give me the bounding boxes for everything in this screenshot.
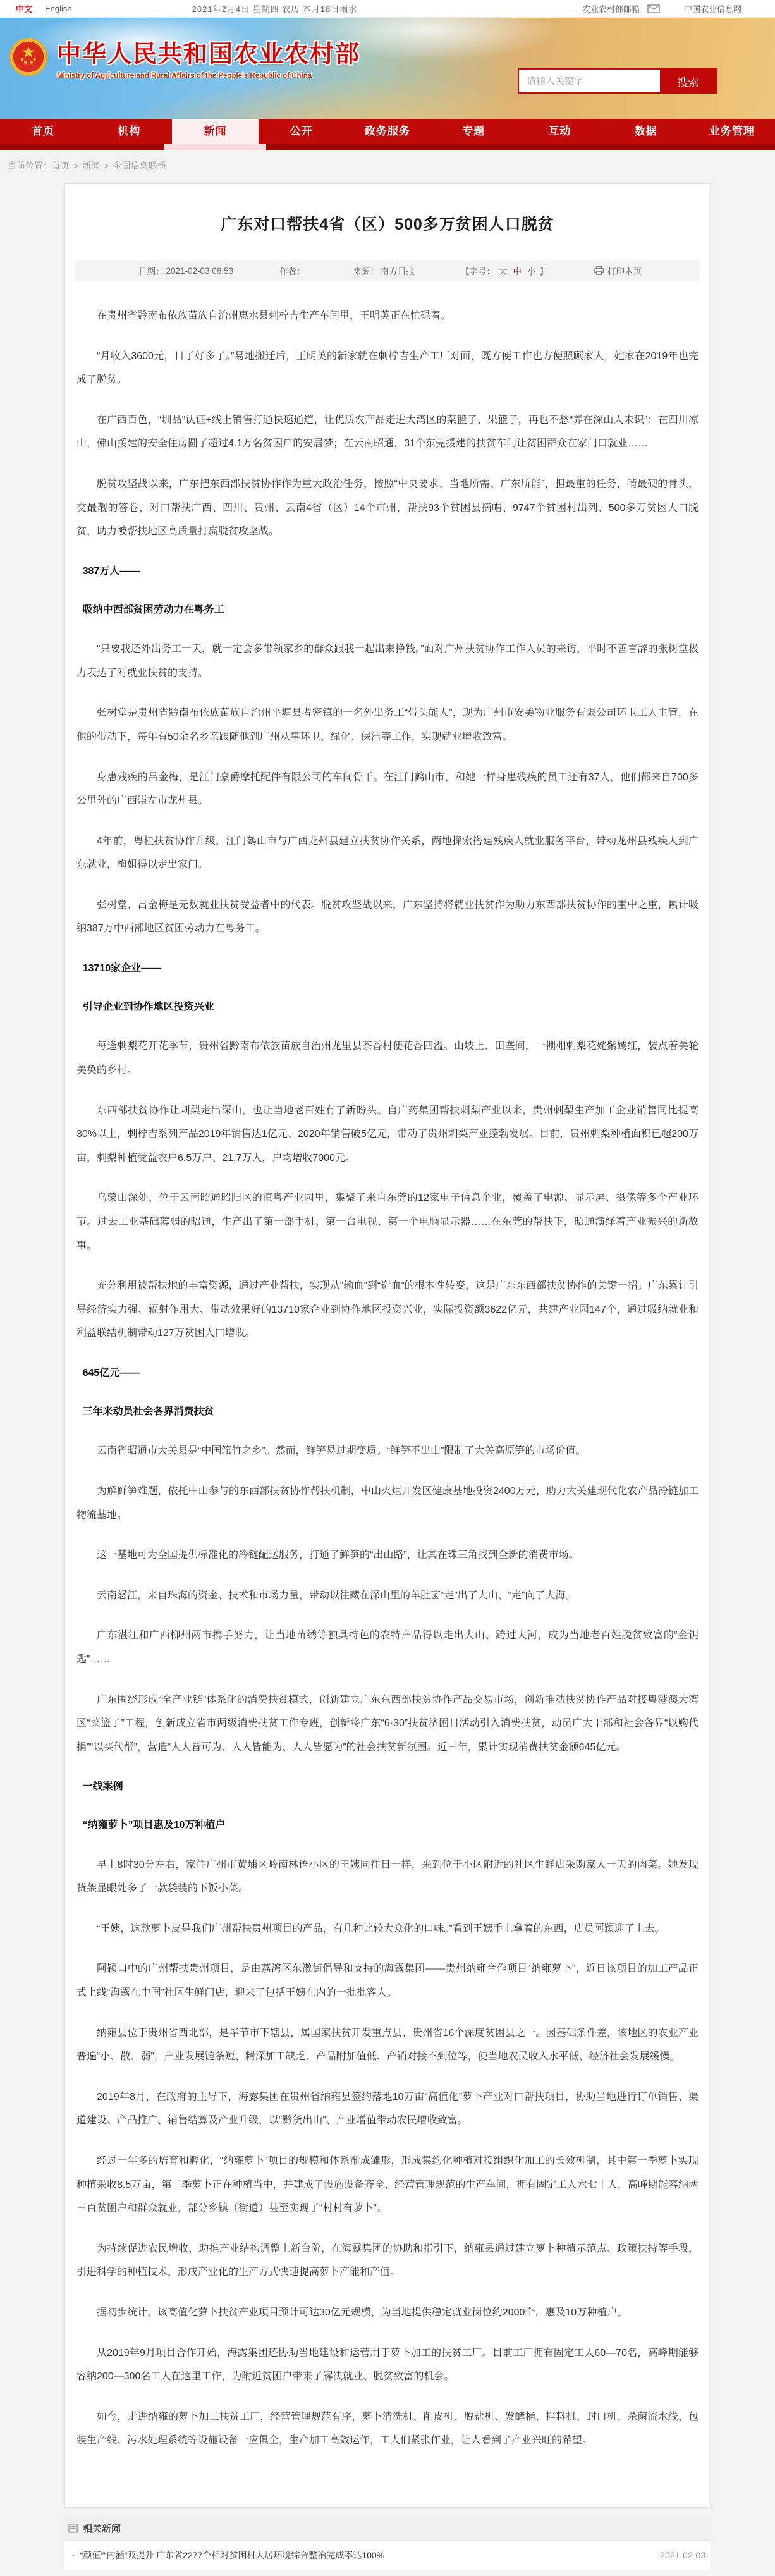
print-page-label: 打印本页 [607, 267, 642, 276]
breadcrumb-home[interactable]: 首页 [52, 161, 70, 171]
article-paragraph: 2019年8月，在政府的主导下，海露集团在贵州省纳雍县签约落地10万亩“高值化”萝卜产业对口帮扶项目，协助当地进行订单销售、渠道建设、产品推广、销售结算及产业升级，以“黔货出山”、产业增值带动农民增收致富。 [76, 2091, 699, 2126]
article-paragraph: 纳雍县位于贵州省西北部，是毕节市下辖县，属国家扶贫开发重点县、贵州省16个深度贫困县之一。因基础条件差，该地区的农业产业普遍“小、散、弱”，产业发展链条短、精深加工缺乏、产品附加值低、产销对接不到位等，使当地农民收入水平低、经济社会发展缓慢。 [76, 2027, 699, 2063]
article-paragraph: 云南怒江，来自珠海的资金、技术和市场力量，带动以往藏在深山里的羊肚菌“走”出了大山、“走”向了大海。 [97, 1590, 576, 1601]
article-card [64, 183, 711, 2508]
article-paragraph: 云南省昭通市大关县是“中国筇竹之乡”。然而，鲜笋易过期变质。“鲜笋不出山”限制了大关高原笋的市场价值。 [97, 1445, 586, 1457]
breadcrumb-section[interactable]: 全国信息联播 [113, 161, 166, 171]
nav-item-1[interactable]: 机构 [118, 125, 141, 137]
font-size-suffix: 】 [539, 267, 548, 276]
article-paragraph: 经过一年多的培育和孵化，“纳雍萝卜”项目的规模和体系渐成雏形，形成集约化种植对接组织化加工的长效机制，其中第一季萝卜实现种植采收8.5万亩，第二季萝卜正在种植当中，并建成了设施设备齐全、经营管理规范的生产车间，拥有固定工人六七十人，高峰期能容纳两三百贫困户和群众就业，部分乡镇（街道）甚至实现了“村村有萝卜”。 [76, 2156, 699, 2214]
article-paragraph: 广东湛江和广西柳州两市携手努力，让当地苗绣等独具特色的农特产品得以走出大山、跨过大河，成为当地老百姓脱贫致富的“金钥匙”…… [76, 1630, 699, 1665]
article-paragraph: 据初步统计，该高值化萝卜扶贫产业项目预计可达30亿元规模，为当地提供稳定就业岗位约2000个，惠及10万种植户。 [97, 2307, 628, 2318]
search-input[interactable] [519, 70, 660, 92]
article-subhead: 一线案例 [82, 1781, 123, 1793]
nav-item-0[interactable]: 首页 [32, 125, 55, 137]
topbar [0, 0, 775, 18]
national-emblem-logo [9, 37, 48, 77]
article-subhead: “纳雍萝卜”项目惠及10万种植户 [82, 1820, 226, 1831]
news-doc-icon [68, 2524, 78, 2533]
envelope-icon [647, 4, 660, 13]
article-subhead: 645亿元—— [82, 1367, 140, 1378]
article-paragraph: 充分利用被帮扶地的丰富资源，通过产业帮扶，实现从“输血”到“造血”的根本性转变，这是广东东西部扶贫协作的关键一招。广东累计引导经济实力强、辐射作用大、带动效果好的13710家企业到协作地区投资兴业，实际投资额3622亿元，共建产业园147个，通过吸纳就业和利益联结机制带动127万贫困人口增收。 [76, 1280, 699, 1339]
search-button[interactable]: 搜索 [660, 70, 716, 92]
article-paragraph: 东西部扶贫协作让刺梨走出深山，也让当地老百姓有了新盼头。自广药集团帮扶刺梨产业以来，贵州刺梨生产加工企业销售同比提高30%以上，刺柠吉系列产品2019年销售达1亿元、2020年销售破5亿元，带动了贵州刺梨产业蓬勃发展。目前，贵州刺梨种植面积已超200万亩，刺梨种植受益农户6.5万户、21.7万人，户均增收7000元。 [76, 1105, 699, 1163]
font-size-control [461, 264, 548, 277]
article-paragraph: 脱贫攻坚战以来，广东把东西部扶贫协作作为重大政治任务，按照“中央要求、当地所需、广东所能”，担最重的任务，啃最硬的骨头，交最靓的答卷，对口帮扶广西、四川、贵州、云南4省（区）14个市州，帮扶93个贫困县摘帽、9747个贫困村出列、500多万贫困人口脱贫，助力被帮扶地区高质量打赢脱贫攻坚战。 [76, 478, 699, 537]
article-paragraph: 在广西百色，“圳品”认证+线上销售打通快速通道，让优质农产品走进大湾区的菜篮子、果篮子，再也不愁“养在深山人未识”；在四川凉山，佛山援建的安全住房圆了超过4.1万名贫困户的安居梦；在云南昭通，31个东莞援建的扶贫车间让贫困群众在家门口就业…… [76, 414, 699, 450]
search-box [518, 68, 717, 94]
article-paragraph: 4年前，粤桂扶贫协作升级，江门鹤山市与广西龙州县建立扶贫协作关系，两地探索搭建残疾人就业服务平台，带动龙州县残疾人到广东就业，梅姐得以走出家门。 [76, 835, 699, 871]
related-news-section [64, 2517, 711, 2576]
main-nav [0, 119, 775, 144]
related-news-title: 相关新闻 [83, 2523, 121, 2534]
font-size-prefix: 【字号： [461, 267, 495, 276]
meta-source [353, 264, 415, 277]
brand [9, 34, 360, 80]
nav-item-4[interactable]: 政务服务 [364, 125, 410, 137]
article-subhead: 引导企业到协作地区投资兴业 [82, 1002, 214, 1013]
article-paragraph: 这一基地可为全国提供标准化的冷链配送服务，打通了鲜笋的“出山路”，让其在珠三角找到全新的消费市场。 [97, 1550, 579, 1561]
print-page-button[interactable] [594, 264, 642, 277]
article-paragraph: 为持续促进农民增收，助推产业结构调整上新台阶，在海露集团的协助和指引下，纳雍县通过建立萝卜种植示范点、政策扶持等手段，引进科学的种植技术，形成产业化的生产方式快速提高萝卜产能和产值。 [76, 2243, 699, 2278]
article-paragraph: 张树堂、吕金梅是无数就业扶贫受益者中的代表。脱贫攻坚战以来，广东坚持将就业扶贫作为助力东西部扶贫协作的重中之重，累计吸纳387万中西部地区贫困劳动力在粤务工。 [76, 899, 699, 935]
agri-info-site-link[interactable]: 中国农业信息网 [683, 4, 741, 14]
nav-item-6[interactable]: 互动 [548, 125, 571, 137]
nav-item-7[interactable]: 数据 [634, 125, 657, 137]
article-paragraph: 身患残疾的吕金梅，是江门豪爵摩托配件有限公司的车间骨干。在江门鹤山市，和她一样身患残疾的员工还有37人，他们都来自700多公里外的广西崇左市龙州县。 [76, 771, 699, 807]
related-news-date: 2021-02-03 [660, 2549, 705, 2560]
meta-author-label: 作者： [279, 267, 305, 276]
breadcrumb-news[interactable]: 新闻 [82, 161, 101, 171]
related-news-link[interactable]: “颜值”“内涵”双提升 广东省2277个相对贫困村人居环境综合整治完成率达100% [80, 2549, 385, 2560]
ministry-name-en: Ministry of Agriculture and Rural Affairs of the People's Republic of China [57, 72, 312, 80]
article-title: 广东对口帮扶4省（区）500多万贫困人口脱贫 [221, 216, 554, 233]
site-header-banner [0, 18, 775, 119]
lang-switch-zh[interactable]: 中文 [16, 4, 33, 14]
meta-source-label: 来源： [353, 267, 379, 276]
article-subhead: 三年来动员社会各界消费扶贫 [82, 1406, 214, 1418]
article-paragraph: 从2019年9月项目合作开始，海露集团还协助当地建设和运营用于萝卜加工的扶贫工厂。目前工厂拥有固定工人60—70名，高峰期能够容纳200—300名工人在这里工作，为附近贫困户带来了解决就业、脱贫致富的机会。 [76, 2347, 699, 2383]
article-subhead: 387万人—— [82, 565, 140, 577]
article-subhead: 吸纳中西部贫困劳动力在粤务工 [82, 604, 224, 615]
printer-icon [594, 266, 604, 275]
font-size-small-button[interactable]: 小 [527, 267, 536, 276]
article-paragraph: “月收入3600元，日子好多了。”易地搬迁后，王明英的新家就在刺柠吉生产工厂对面，既方便工作也方便照顾家人，她家在2019年也完成了脱贫。 [76, 350, 699, 386]
article-paragraph: 为解鲜笋难题，依托中山参与的东西部扶贫协作帮扶机制，中山火炬开发区健康基地投资2400万元，助力大关建现代化农产品冷链加工物流基地。 [76, 1485, 699, 1521]
article-paragraph: 张树堂是贵州省黔南布依族苗族自治州平塘县者密镇的一名外出务工“带头能人”，现为广州市安美物业服务有限公司环卫工人主管，在他的带动下，每年有50余名乡亲跟随他到广州从事环卫、绿化、保洁等工作，实现就业增收致富。 [76, 708, 699, 742]
article-paragraph: 在贵州省黔南布依族苗族自治州惠水县刺柠吉生产车间里，王明英正在忙碌着。 [97, 310, 451, 321]
nav-active-marker [164, 144, 265, 150]
nav-item-5[interactable]: 专题 [462, 125, 485, 137]
meta-date-label: 日期： [138, 267, 164, 276]
meta-author [279, 264, 307, 277]
bullet-icon: · [72, 2549, 75, 2560]
article-paragraph: 每逢刺梨花开花季节，贵州省黔南布依族苗族自治州龙里县茶香村便花香四溢。山坡上、田垄间，一棚棚刺梨花姹紫嫣红，装点着美轮美奂的乡村。 [76, 1041, 699, 1076]
breadcrumb-label: 当前位置： [8, 161, 52, 171]
related-news-header [64, 2517, 711, 2541]
breadcrumb-separator: > [73, 161, 79, 171]
article-paragraph: “王姨，这款萝卜皮是我们广州帮扶贵州项目的产品，有几种比较大众化的口味。”看到王姨手上拿着的东西，店员阿颖迎了上去。 [97, 1923, 665, 1934]
article-meta-bar [75, 260, 700, 281]
nav-item-2[interactable]: 新闻 [172, 119, 258, 144]
related-list [64, 2541, 711, 2570]
meta-date-value: 2021-02-03 08:53 [166, 266, 234, 276]
related-news-item[interactable] [70, 2543, 705, 2567]
nav-item-8[interactable]: 业务管理 [709, 125, 755, 137]
article-paragraph: 广东围绕形成“全产业链”体系化的消费扶贫模式，创新建立广东东西部扶贫协作产品交易市场，创新推动扶贫协作产品对接粤港澳大湾区“菜篮子”工程，创新成立省市两级消费扶贫工作专班，创新将广东“6·30”扶贫济困日活动引入消费扶贫，动员广大干部和社会各界“以购代捐”“以买代帮”，营造“人人皆可为、人人皆能为、人人皆愿为”的社会扶贫新氛围。近三年，累计实现消费扶贫金额645亿元。 [76, 1694, 699, 1753]
breadcrumb-separator: > [104, 161, 109, 171]
nav-substrip [0, 144, 775, 150]
ministry-mailbox-link[interactable]: 农业农村部邮箱 [582, 4, 640, 14]
meta-source-value: 南方日报 [381, 267, 415, 276]
topbar-date: 2021年2月4日 星期四 农历 本月18日雨水 [192, 4, 358, 14]
lang-switch-en[interactable]: English [45, 4, 72, 13]
nav-item-3[interactable]: 公开 [290, 125, 313, 137]
ministry-name-cn: 中华人民共和国农业农村部 [57, 41, 361, 68]
article-paragraph: 早上8时30分左右，家住广州市黄埔区岭南林语小区的王姨同往日一样，来到位于小区附近的社区生鲜店采购家人一天的肉菜。她发现货架显眼处多了一款袋装的下饭小菜。 [76, 1859, 699, 1894]
breadcrumb [0, 150, 775, 180]
article-subhead: 13710家企业—— [82, 963, 162, 974]
article-body [75, 298, 700, 2453]
meta-date [138, 264, 233, 277]
font-size-medium-button[interactable]: 中 [513, 267, 522, 276]
article-paragraph: “只要我还外出务工一天，就一定会多带领家乡的群众跟我一起出来挣钱。”面对广州扶贫协作工作人员的来访，平时不善言辞的张树堂极力表达了对就业扶贫的支持。 [76, 644, 699, 678]
article-paragraph: 如今，走进纳雍的萝卜加工扶贫工厂，经营管理规范有序，萝卜清洗机、削皮机、脱盐机、发酵桶、拌料机、封口机、杀菌流水线、包装生产线、污水处理系统等设施设备一应俱全，生产加工高效运作，工人们紧张作业，让人看到了产业兴旺的希望。 [76, 2411, 699, 2446]
font-size-large-button[interactable]: 大 [499, 267, 508, 276]
article-paragraph: 乌蒙山深处，位于云南昭通昭阳区的滇粤产业园里，集聚了来自东莞的12家电子信息企业，覆盖了电源、显示屏、摄像等多个产业环节。过去工业基础薄弱的昭通，生产出了第一部手机、第一台电视、第一个电脑显示器……在东莞的帮扶下，昭通演绎着产业振兴的新故事。 [76, 1193, 699, 1251]
article-paragraph: 阿颖口中的广州帮扶贵州项目，是由荔湾区东漖街倡导和支持的海露集团——贵州纳雍合作项目“纳雍萝卜”，近日该项目的加工产品正式上线“海露在中国”社区生鲜门店，迎来了包括王姨在内的一批批客人。 [76, 1963, 699, 1999]
